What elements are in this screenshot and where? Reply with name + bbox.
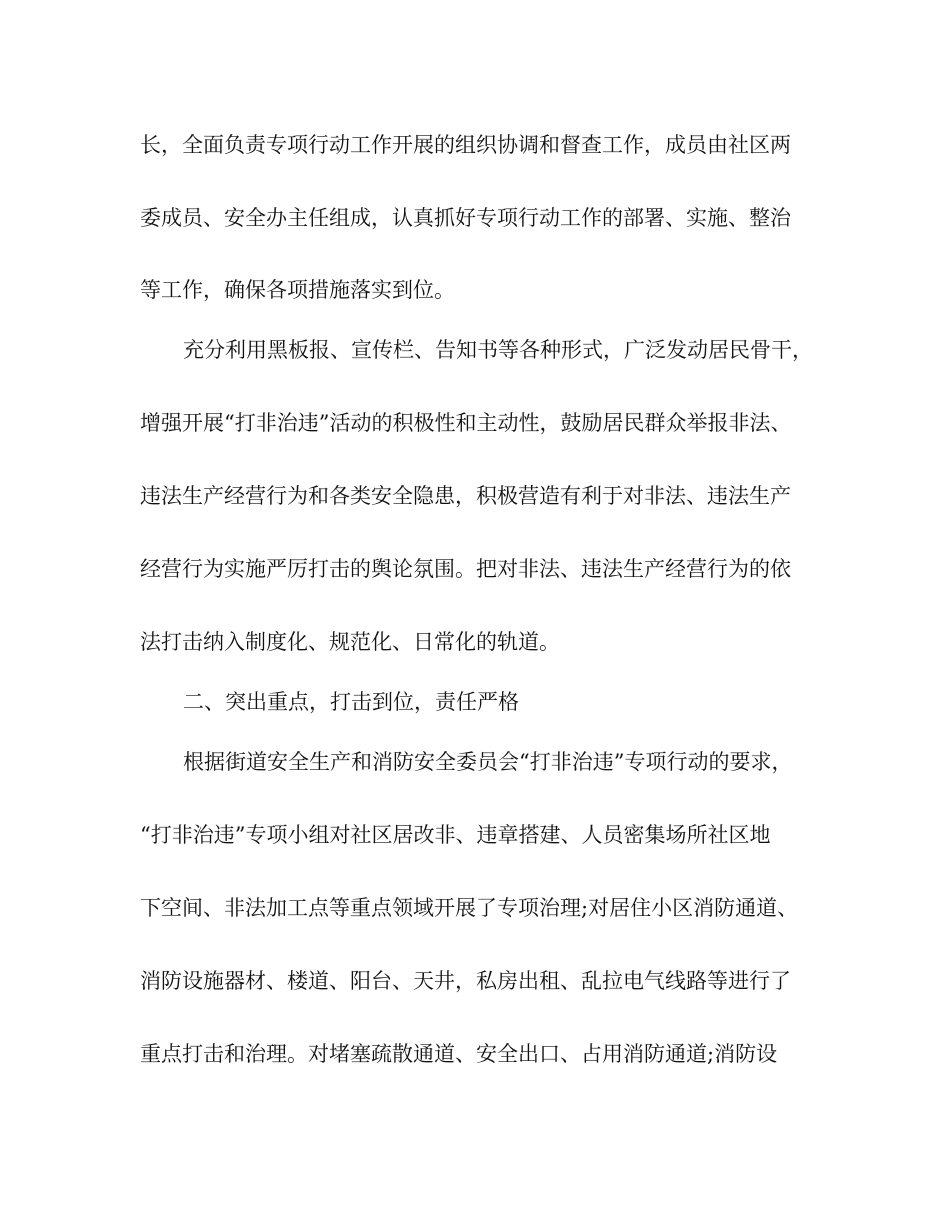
paragraph-line: 经营行为实施严厉打击的舆论氛围。把对非法、违法生产经营行为的依 — [140, 557, 791, 581]
paragraph-first-line: 充分利用黑板报、宣传栏、告知书等各种形式，广泛发动居民骨干， — [183, 338, 813, 362]
paragraph-line: 消防设施器材、楼道、阳台、天井，私房出租、乱拉电气线路等进行了 — [140, 969, 791, 993]
paragraph-line: 增强开展“打非治违”活动的积极性和主动性，鼓励居民群众举报非法、 — [140, 411, 792, 435]
paragraph-line: 重点打击和治理。对堵塞疏散通道、安全出口、占用消防通道;消防设 — [140, 1042, 778, 1066]
section-heading: 二、突出重点，打击到位，责任严格 — [183, 690, 519, 714]
paragraph-line: “打非治违”专项小组对社区居改非、违章搭建、人员密集场所社区地 — [140, 823, 771, 847]
paragraph-first-line: 根据街道安全生产和消防安全委员会“打非治违”专项行动的要求， — [183, 750, 793, 774]
paragraph-line: 等工作，确保各项措施落实到位。 — [140, 278, 455, 302]
paragraph-line: 违法生产经营行为和各类安全隐患，积极营造有利于对非法、违法生产 — [140, 484, 791, 508]
paragraph-line: 长，全面负责专项行动工作开展的组织协调和督查工作，成员由社区两 — [140, 133, 791, 157]
paragraph-line: 下空间、非法加工点等重点领域开展了专项治理;对居住小区消防通道、 — [140, 896, 799, 920]
paragraph-line: 法打击纳入制度化、规范化、日常化的轨道。 — [140, 630, 560, 654]
paragraph-line: 委成员、安全办主任组成，认真抓好专项行动工作的部署、实施、整治 — [140, 206, 791, 230]
